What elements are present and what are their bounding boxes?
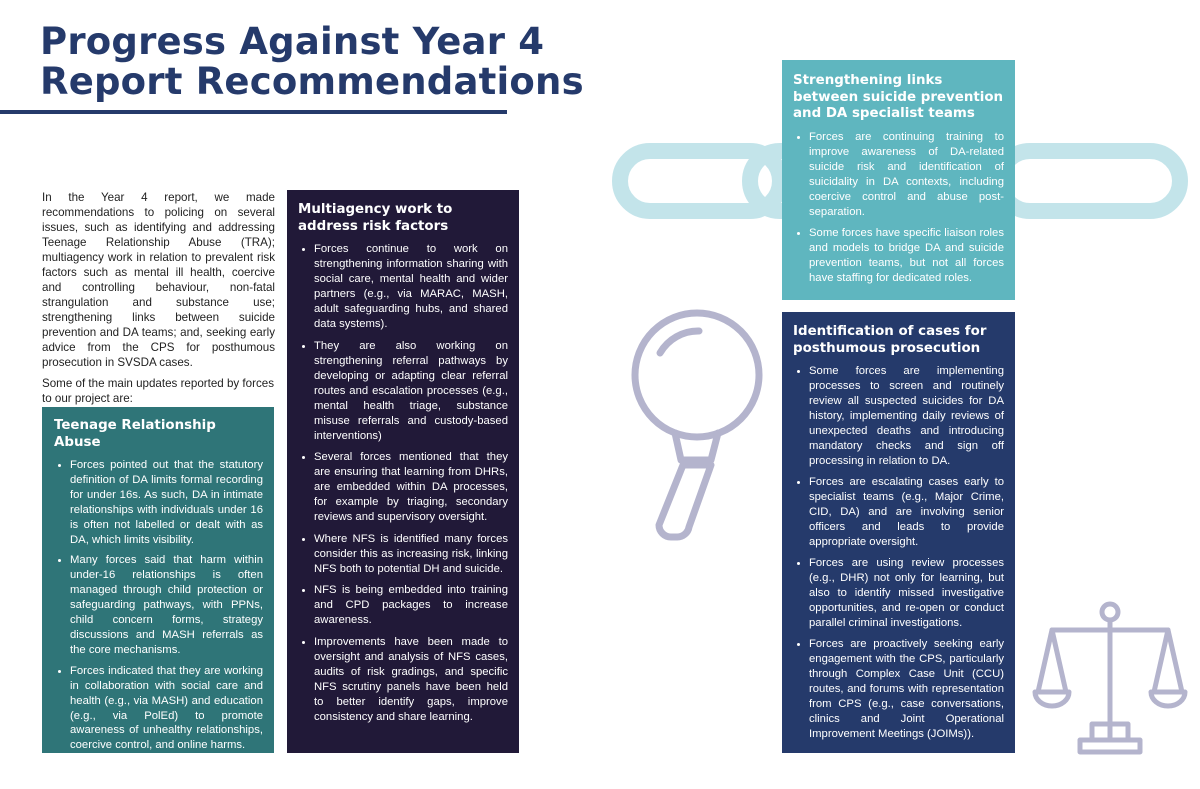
suicide-prevention-links-box [782, 60, 1015, 300]
list-item: • Improvements have been made to oversight and analysis of NFS cases, audits of risk gradings, and specific NFS scrutiny panels have been held to better identify gaps, improve consistency and share learning. [314, 635, 508, 725]
box-heading: Multiagency work to address risk factors [298, 202, 453, 234]
list-item: • Forces indicated that they are working in collaboration with social care and health (e.g., via MASH) and education (e.g., via PolEd) to promote awareness of unhealthy relationships, coercive control, and online harms. [70, 664, 263, 753]
box-heading: Identification of cases for posthumous prosecution [793, 324, 987, 356]
list-item: • Where NFS is identified many forces consider this as increasing risk, linking NFS both to potential DH and suicide. [314, 532, 508, 577]
title-underline [0, 110, 507, 114]
box-heading: Teenage Relationship Abuse [54, 418, 216, 450]
box-heading: Strengthening links between suicide prevention and DA specialist teams [793, 73, 1004, 121]
page-title [40, 22, 584, 102]
page-title-line-1: Progress Against Year 4 [40, 20, 545, 63]
bullet-list [54, 458, 263, 753]
bullet-list [793, 364, 1004, 742]
bullet-list [793, 130, 1004, 286]
list-item: • Forces are using review processes (e.g., DHR) not only for learning, but also to identify missed investigative opportunities, and re-open or conduct parallel criminal investigations. [809, 556, 1004, 631]
list-item: • Several forces mentioned that they are ensuring that learning from DHRs, are embedded within DA processes, for example by triaging, secondary reviews and supervisory oversight. [314, 450, 508, 525]
intro-paragraph: In the Year 4 report, we made recommendations to policing on several issues, such as identifying and addressing Teenage Relationship Abuse (TRA); multiagency work in relation to prevalent risk factors such as mental ill health, coercive and controlling behaviour, non-fatal strangulation and substance use; strengthening links between suicide prevention and DA teams; and, seeking early advice from the CPS for posthumous prosecution in SVSDA cases. [42, 191, 275, 369]
multiagency-work-box [287, 190, 519, 753]
list-item: • NFS is being embedded into training and CPD packages to increase awareness. [314, 583, 508, 628]
page-title-line-2: Report Recommendations [40, 60, 584, 103]
teenage-relationship-abuse-box [42, 407, 274, 753]
list-item: • Forces are proactively seeking early engagement with the CPS, particularly through Complex Case Unit (CCU) routes, and forums with representation from CPS (e.g., case conversations, clinics and Joint Operational Improvement Meetings (JOIMs)). [809, 637, 1004, 742]
intro-text [42, 190, 275, 412]
list-item: • Forces are escalating cases early to specialist teams (e.g., Major Crime, CID, DA) and are involving senior officers and leads to provide appropriate oversight. [809, 475, 1004, 550]
list-item: • They are also working on strengthening referral pathways by developing or adapting clear referral routes and escalation processes (e.g., mental health triage, substance misuse referrals and custody-based interventions) [314, 339, 508, 444]
scales-of-justice-icon [1030, 600, 1200, 760]
list-item: • Forces are continuing training to improve awareness of DA-related suicide risk and identification of suicidality in DA contexts, including coercive control and abuse post-separation. [809, 130, 1004, 220]
intro-lead-in: Some of the main updates reported by forces to our project are: [42, 377, 275, 405]
list-item: • Forces pointed out that the statutory definition of DA limits formal recording for under 16s. As such, DA in intimate relationships with individuals under 16 is often not labelled or dealt with as DA, which limits visibility. [70, 458, 263, 547]
bullet-list [298, 242, 508, 725]
list-item: • Forces continue to work on strengthening information sharing with social care, mental health and wider partners (e.g., via MARAC, MASH, adult safeguarding hubs, and shared data systems). [314, 242, 508, 332]
posthumous-prosecution-box [782, 312, 1015, 753]
list-item: • Some forces are implementing processes to screen and routinely review all suspected suicides for DA history, implementing daily reviews of unexpected deaths and introducing mandatory checks and sign off processing in relation to DA. [809, 364, 1004, 469]
magnifying-glass-icon [625, 305, 775, 545]
list-item: • Many forces said that harm within under-16 relationships is often managed through child protection or safeguarding pathways, with PPNs, child concern forms, strategy discussions and MASH referrals as the core mechanisms. [70, 553, 263, 657]
list-item: • Some forces have specific liaison roles and models to bridge DA and suicide prevention teams, but not all forces have staffing for dedicated roles. [809, 226, 1004, 286]
